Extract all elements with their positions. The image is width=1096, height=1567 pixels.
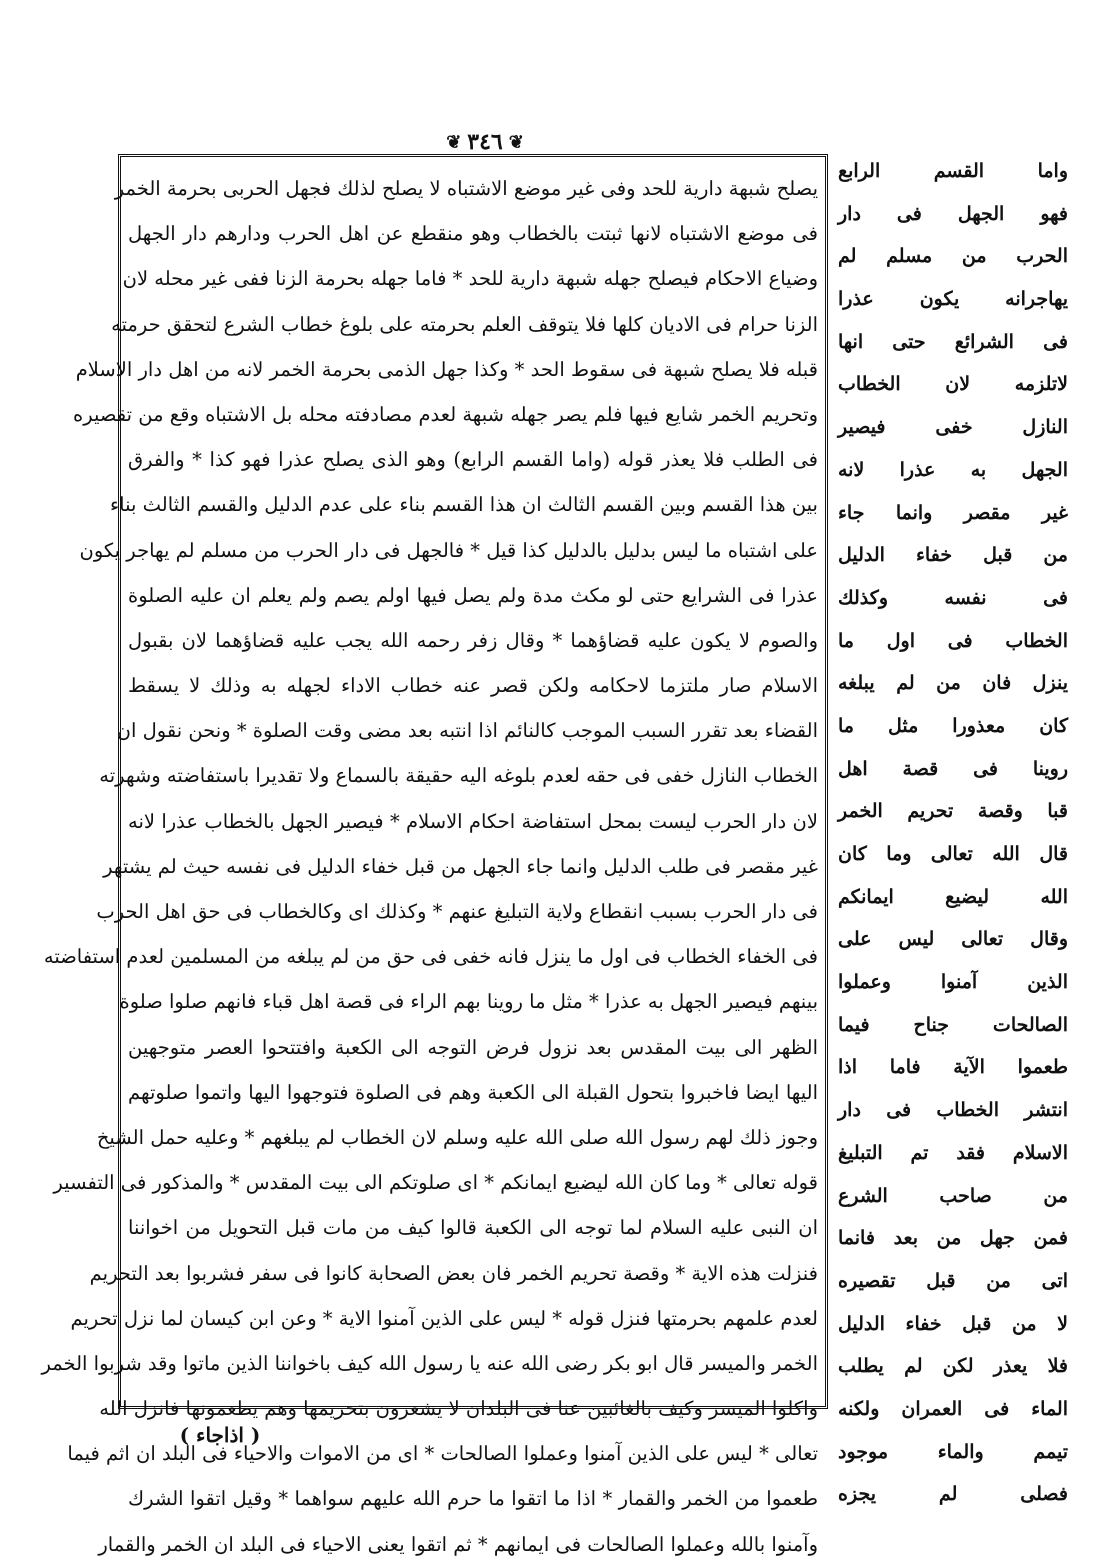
margin-line: فى الشرائع حتى انها	[838, 330, 1068, 353]
main-line: الزنا حرام فى الاديان كلها فلا يتوقف العلم بحرمته على بلوغ خطاب الشرع لتحقق حرمته	[111, 312, 818, 336]
main-line: قبله فلا يصلح شبهة فى سقوط الحد * وكذا جهل الذمى بحرمة الخمر لانه من اهل دار الاسلام	[75, 357, 818, 381]
margin-line: لاتلزمه لان الخطاب	[838, 373, 1068, 396]
main-line: بينهم فيصير الجهل به عذرا * مثل ما روينا بهم الراء فى قصة اهل قباء فانهم صلوا صلوة	[119, 990, 818, 1014]
margin-line: واما القسم الرابع	[838, 160, 1068, 182]
margin-line: الصالحات جناح فيما	[838, 1013, 1068, 1036]
main-line: يصلح شبهة دارية للحد وفى غير موضع الاشتباه لا يصلح لذلك فجهل الحربى بحرمة الخمر	[114, 177, 818, 200]
margin-line: الخطاب فى اول ما	[838, 629, 1068, 652]
main-line: عذرا فى الشرايع حتى لو مكث مدة ولم يصل فيها اولم يصم ولم يعلم ان عليه الصلوة	[128, 583, 818, 607]
margin-line: من قبل خفاء الدليل	[838, 544, 1068, 567]
margin-line: فى نفسه وكذلك	[838, 586, 1068, 609]
margin-line: كان معذورا مثل ما	[838, 714, 1068, 737]
main-line: وتحريم الخمر شايع فيها فلم يصر جهله شبهة لعدم مصادفته محله بل الاشتباه وقع من تقصيره	[73, 402, 818, 426]
margin-line: قال الله تعالى وما كان	[838, 843, 1068, 865]
margin-line: يهاجرانه يكون عذرا	[838, 288, 1068, 311]
margin-line: الاسلام فقد تم التبليغ	[838, 1141, 1068, 1164]
main-line: وجوز ذلك لهم رسول الله صلى الله عليه وسلم لان الخطاب لم يبلغهم * وعليه حمل الشيخ	[96, 1125, 818, 1149]
margin-line: من صاحب الشرع	[838, 1184, 1068, 1207]
main-line: قوله تعالى * وما كان الله ليضيع ايمانكم * اى صلوتكم الى بيت المقدس * والمذكور فى التفسير	[53, 1171, 818, 1195]
main-line: لعدم علمهم بحرمتها فنزل قوله * ليس على الذين آمنوا الاية * وعن ابن كيسان لما نزل تحريم	[70, 1306, 818, 1330]
margin-line: الجهل به عذرا لانه	[838, 458, 1068, 481]
main-line: طعموا من الخمر والقمار * اذا ما اتقوا ما حرم الله عليهم سواهما * وقيل اتقوا الشرك	[128, 1487, 818, 1511]
main-line: والصوم لا يكون عليه قضاؤهما * وقال زفر رحمه الله يجب عليه قضاؤهما لان بقبول	[128, 628, 818, 652]
margin-line: فصلى لم يجزه	[838, 1483, 1068, 1506]
margin-line: فلا يعذر لكن لم يطلب	[838, 1355, 1068, 1378]
ornament-left-icon: ❦	[508, 131, 524, 153]
margin-line: فمن جهل من بعد فانما	[838, 1227, 1068, 1250]
main-line: على اشتباه ما ليس بدليل بالدليل كذا قيل * فالجهل فى دار الحرب من مسلم لم يهاجر يكون	[79, 538, 818, 562]
margin-line: الذين آمنوا وعملوا	[838, 971, 1068, 994]
margin-text-block	[838, 150, 1068, 1516]
ornament-right-icon: ❦	[446, 131, 462, 153]
margin-line: تيمم والماء موجود	[838, 1440, 1068, 1463]
main-line: بين هذا القسم وبين القسم الثالث ان هذا القسم بناء على عدم الدليل والقسم الثالث بناء	[110, 493, 818, 517]
main-line: واكلوا الميسر وكيف بالغائبين عنا فى البلدان لا يشعرون بتحريمها وهم يطعمونها فانزل الله	[99, 1397, 818, 1421]
margin-line: النازل خفى فيصير	[838, 416, 1068, 439]
margin-line: الحرب من مسلم لم	[838, 245, 1068, 268]
margin-line: انتشر الخطاب فى دار	[838, 1099, 1068, 1122]
main-line: وضياع الاحكام فيصلح جهله شبهة دارية للحد * فاما جهله بحرمة الزنا ففى غير محله لان	[122, 267, 818, 291]
main-line: الظهر الى بيت المقدس بعد نزول فرض التوجه الى الكعبة وافتتحوا العصر متوجهين	[128, 1035, 818, 1059]
main-line: تعالى * ليس على الذين آمنوا وعملوا الصالحات * اى من الاموات والاحياء فى البلد ان اثم فيما	[67, 1442, 818, 1466]
margin-line: فهو الجهل فى دار	[838, 202, 1068, 225]
main-line: الاسلام صار ملتزما لاحكامه ولكن قصر عنه خطاب الاداء لجهله به وذلك لا يسقط	[128, 674, 818, 698]
catchword: ( اذاجاء )	[179, 1423, 261, 1447]
main-line: وآمنوا بالله وعملوا الصالحات فى ايمانهم * ثم اتقوا يعنى الاحياء فى البلد ان الخمر والقمار	[98, 1532, 818, 1556]
margin-line: الماء فى العمران ولكنه	[838, 1397, 1068, 1420]
main-line: القضاء بعد تقرر السبب الموجب كالنائم اذا انتبه بعد مضى وقت الصلوة * ونحن نقول ان	[116, 719, 818, 743]
main-line: غير مقصر فى طلب الدليل وانما جاء الجهل من قبل خفاء الدليل فى نفسه حيث لم يشتهر	[103, 854, 818, 878]
margin-line: وقال تعالى ليس على	[838, 928, 1068, 951]
main-line: اليها ايضا فاخبروا بتحول القبلة الى الكعبة وهم فى الصلوة فتوجهوا اليها واتموا صلوتهم	[128, 1080, 818, 1104]
main-text-block	[41, 166, 818, 1567]
main-line: ان النبى عليه السلام لما توجه الى الكعبة قالوا كيف من مات قبل التحويل من اخواننا	[128, 1216, 818, 1240]
margin-line: الله ليضيع ايمانكم	[838, 885, 1068, 908]
main-line: فنزلت هذه الاية * وقصة تحريم الخمر فان بعض الصحابة كانوا فى سفر فشربوا بعد التحريم	[89, 1261, 818, 1285]
margin-line: لا من قبل خفاء الدليل	[838, 1312, 1068, 1335]
main-line: الخطاب النازل خفى فى حقه لعدم بلوغه اليه حقيقة بالسماع ولا تقديرا باستفاضته وشهرته	[99, 764, 818, 788]
margin-line: غير مقصر وانما جاء	[838, 501, 1068, 524]
margin-line: طعموا الآية فاما اذا	[838, 1056, 1068, 1079]
margin-line: اتى من قبل تقصيره	[838, 1269, 1068, 1292]
margin-line: روينا فى قصة اهل	[838, 757, 1068, 780]
main-line: فى الطلب فلا يعذر قوله (واما القسم الرابع) وهو الذى يصلح عذرا فهو كذا * والفرق	[128, 448, 818, 472]
main-line: الخمر والميسر قال ابو بكر رضى الله عنه يا رسول الله كيف باخواننا الذين ماتوا وقد شربوا الخمر	[41, 1351, 818, 1375]
margin-line: ينزل فان من لم يبلغه	[838, 672, 1068, 695]
main-line: فى دار الحرب بسبب انقطاع ولاية التبليغ عنهم * وكذلك اى وكالخطاب فى حق اهل الحرب	[96, 900, 818, 923]
page-number-text: ٣٤٦	[467, 129, 503, 155]
main-line: فى الخفاء الخطاب فى اول ما ينزل فانه خفى فى حق من لم يبلغه من المسلمين لعدم استفاضته	[43, 945, 818, 969]
main-line: فى موضع الاشتباه لانها ثبتت بالخطاب وهو منقطع عن اهل الحرب ودارهم دار الجهل	[128, 222, 818, 246]
main-line: لان دار الحرب ليست بمحل استفاضة احكام الاسلام * فيصير الجهل بالخطاب عذرا لانه	[128, 809, 818, 833]
margin-line: قبا وقصة تحريم الخمر	[838, 800, 1068, 823]
